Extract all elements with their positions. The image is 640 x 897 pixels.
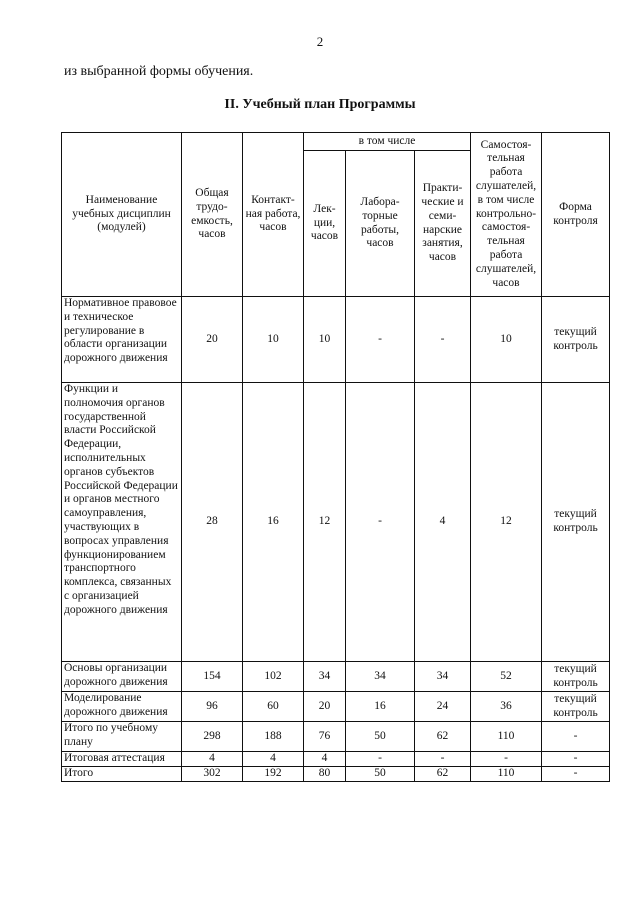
curriculum-table: [61, 132, 610, 782]
row-name: Основы организации дорожного движения: [62, 662, 182, 692]
header-including: в том числе: [304, 133, 471, 151]
row-self-work: 52: [471, 662, 542, 692]
row-contact: 188: [243, 722, 304, 752]
header-name: Наименование учебных дисциплин (модулей): [62, 133, 182, 297]
row-self-work: 110: [471, 767, 542, 782]
header-lectures: Лек-ции, часов: [304, 151, 346, 297]
row-practice: 4: [415, 383, 471, 662]
row-control: -: [542, 767, 610, 782]
header-contact: Контакт-ная работа, часов: [243, 133, 304, 297]
row-practice: -: [415, 297, 471, 383]
page-number: 2: [316, 34, 324, 49]
row-total: 28: [182, 383, 243, 662]
row-lectures: 20: [304, 692, 346, 722]
header-labs: Лабора-торные работы, часов: [346, 151, 415, 297]
table-row: [62, 722, 610, 752]
row-name: Итоговая аттестация: [62, 752, 182, 767]
row-self-work: 36: [471, 692, 542, 722]
row-practice: 62: [415, 767, 471, 782]
intro-text: из выбранной формы обучения.: [64, 64, 254, 79]
row-self-work: 10: [471, 297, 542, 383]
row-name: Функции и полномочия органов государственной власти Российской Федерации, исполнительных органов субъектов Российской Федерации и органов местного самоуправления, участвующих в вопросах управления функционированием транспортного комплекса, связанных с организацией дорожного движения: [62, 383, 182, 662]
row-lectures: 10: [304, 297, 346, 383]
row-name: Итого: [62, 767, 182, 782]
row-name: Нормативное правовое и техническое регулирование в области организации дорожного движения: [62, 297, 182, 383]
row-labs: -: [346, 383, 415, 662]
row-total: 96: [182, 692, 243, 722]
row-contact: 60: [243, 692, 304, 722]
header-self-work: Самостоя-тельная работа слушателей, в том числе контрольно-самостоя-тельная работа слушателей, часов: [471, 133, 542, 297]
table-row: [62, 297, 610, 383]
table-row: [62, 692, 610, 722]
row-labs: -: [346, 752, 415, 767]
row-labs: 16: [346, 692, 415, 722]
row-lectures: 80: [304, 767, 346, 782]
row-name: Моделирование дорожного движения: [62, 692, 182, 722]
row-labs: -: [346, 297, 415, 383]
row-control: текущий контроль: [542, 662, 610, 692]
header-control: Форма контроля: [542, 133, 610, 297]
row-labs: 50: [346, 722, 415, 752]
row-practice: -: [415, 752, 471, 767]
row-contact: 10: [243, 297, 304, 383]
table-row: [62, 767, 610, 782]
row-control: -: [542, 722, 610, 752]
header-total: Общая трудо-емкость, часов: [182, 133, 243, 297]
row-practice: 34: [415, 662, 471, 692]
section-title: II. Учебный план Программы: [224, 97, 416, 112]
row-control: текущий контроль: [542, 383, 610, 662]
row-control: текущий контроль: [542, 692, 610, 722]
table-row: [62, 383, 610, 662]
row-contact: 192: [243, 767, 304, 782]
row-total: 20: [182, 297, 243, 383]
row-labs: 34: [346, 662, 415, 692]
row-lectures: 76: [304, 722, 346, 752]
row-lectures: 12: [304, 383, 346, 662]
row-self-work: 110: [471, 722, 542, 752]
row-control: текущий контроль: [542, 297, 610, 383]
row-control: -: [542, 752, 610, 767]
row-self-work: 12: [471, 383, 542, 662]
row-total: 298: [182, 722, 243, 752]
row-lectures: 4: [304, 752, 346, 767]
row-practice: 62: [415, 722, 471, 752]
row-contact: 4: [243, 752, 304, 767]
table-row: [62, 662, 610, 692]
row-total: 154: [182, 662, 243, 692]
row-practice: 24: [415, 692, 471, 722]
header-practice: Практи-ческие и семи-нарские занятия, часов: [415, 151, 471, 297]
row-contact: 16: [243, 383, 304, 662]
row-name: Итого по учебному плану: [62, 722, 182, 752]
row-contact: 102: [243, 662, 304, 692]
row-total: 4: [182, 752, 243, 767]
row-total: 302: [182, 767, 243, 782]
row-self-work: -: [471, 752, 542, 767]
row-labs: 50: [346, 767, 415, 782]
row-lectures: 34: [304, 662, 346, 692]
table-row: [62, 752, 610, 767]
